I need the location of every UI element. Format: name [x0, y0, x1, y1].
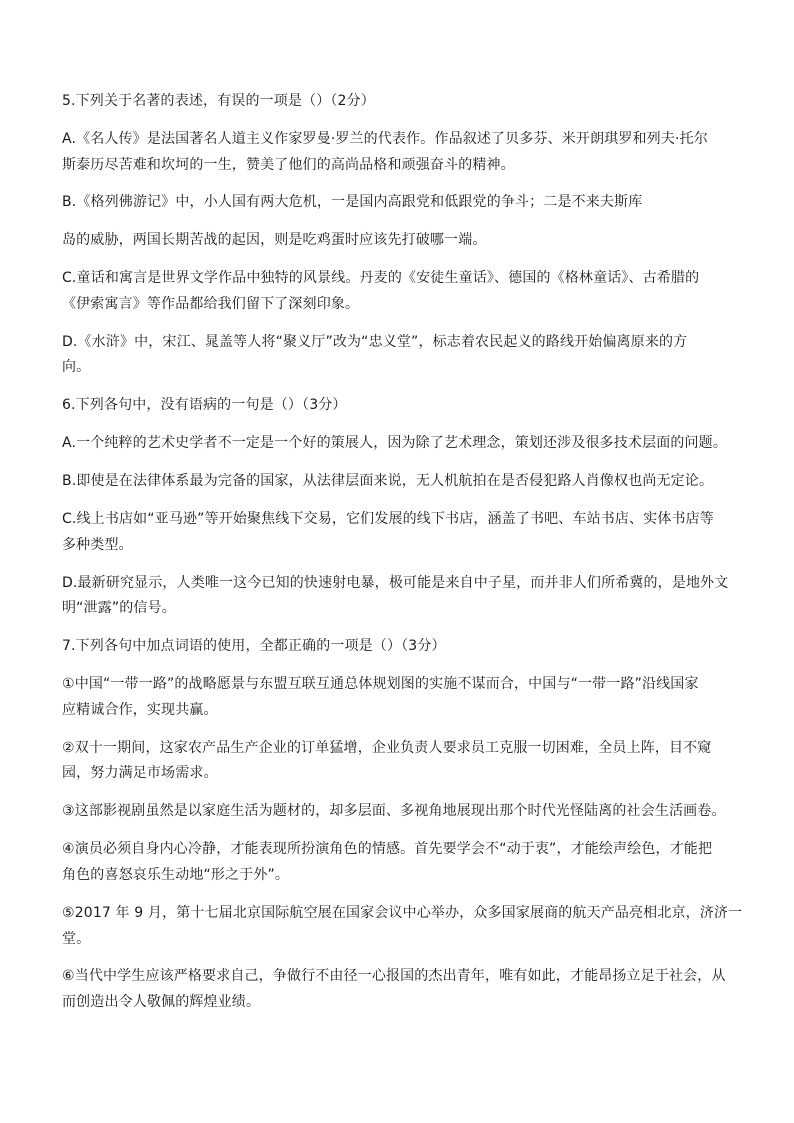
question-6-stem: 6.下列各句中，没有语病的一句是（）（3分）	[62, 397, 347, 413]
question-7-item-6-cont: 而创造出令人敬佩的辉煌业绩。	[62, 994, 261, 1010]
question-6-option-c: C.线上书店如“亚马逊”等开始聚焦线下交易，它们发展的线下书店，涵盖了书吧、车站书店、实体书店等	[62, 511, 714, 527]
question-5-option-c-cont: 《伊索寓言》等作品都给我们留下了深刻印象。	[62, 296, 360, 312]
question-7-item-4: ④演员必须自身内心冷静，才能表现所扮演角色的情感。首先要学会不“动于衷”，才能绘声绘色，才能把	[62, 841, 713, 857]
question-6-option-d-cont: 明“泄露”的信号。	[62, 600, 176, 616]
question-6-option-c-cont: 多种类型。	[62, 537, 133, 553]
question-6-option-d: D.最新研究显示，人类唯一这今已知的快速射电暴，极可能是来自中子星，而并非人们所希冀的，是地外文	[62, 575, 729, 591]
question-7-item-2: ②双十一期间，这家农产品生产企业的订单猛增，企业负责人要求员工克服一切困难，全员上阵，目不窥	[62, 740, 712, 756]
question-7-stem: 7.下列各句中加点词语的使用，全都正确的一项是（）（3分）	[62, 638, 446, 654]
question-7-item-6: ⑥当代中学生应该严格要求自己，争做行不由径一心报国的杰出青年，唯有如此，才能昂扬立足于社会，从	[62, 968, 726, 984]
question-5-option-a: A.《名人传》是法国著名人道主义作家罗曼·罗兰的代表作。作品叙述了贝多芬、米开朗琪罗和列夫·托尔	[62, 131, 708, 147]
question-7-item-2-cont: 园，努力满足市场需求。	[62, 765, 218, 781]
question-5-option-b: B.《格列佛游记》中，小人国有两大危机，一是国内高跟党和低跟党的争斗；二是不来夫斯库	[62, 194, 643, 210]
question-5-option-a-cont: 斯泰历尽苦难和坎坷的一生，赞美了他们的高尚品格和顽强奋斗的精神。	[62, 157, 515, 173]
question-5-option-d: D.《水浒》中，宋江、晁盖等人将“聚义厅”改为“忠义堂”，标志着农民起义的路线开始偏离原来的方	[62, 334, 688, 350]
question-5-option-c: C.童话和寓言是世界文学作品中独特的风景线。丹麦的《安徒生童话》、德国的《格林童话》、古希腊的	[62, 270, 700, 286]
question-5-stem: 5.下列关于名著的表述，有误的一项是（）（2分）	[62, 93, 375, 109]
question-7-item-5-cont: 堂。	[62, 931, 91, 947]
question-6-option-a: A.一个纯粹的艺术史学者不一定是一个好的策展人，因为除了艺术理念，策划还涉及很多技术层面的问题。	[62, 435, 727, 451]
question-7-item-3: ③这部影视剧虽然是以家庭生活为题材的，却多层面、多视角地展现出那个时代光怪陆离的社会生活画卷。	[62, 803, 726, 819]
question-7-item-1: ①中国“一带一路”的战略愿景与东盟互联互通总体规划图的实施不谋而合，中国与“一带一路”沿线国家	[62, 676, 699, 692]
question-7-item-1-cont: 应精诚合作，实现共赢。	[62, 702, 218, 718]
question-5-option-d-cont: 向。	[62, 359, 91, 375]
question-7-item-4-cont: 角色的喜怒哀乐生动地“形之于外”。	[62, 867, 290, 883]
question-7-item-5: ⑤2017 年 9 月，第十七届北京国际航空展在国家会议中心举办，众多国家展商的航天产品亮相北京，济济一	[62, 905, 743, 921]
question-5-option-b-cont: 岛的威胁，两国长期苦战的起因，则是吃鸡蛋时应该先打破哪一端。	[62, 232, 487, 248]
question-6-option-b: B.即使是在法律体系最为完备的国家，从法律层面来说，无人机航拍在是否侵犯路人肖像权也尚无定论。	[62, 473, 714, 489]
